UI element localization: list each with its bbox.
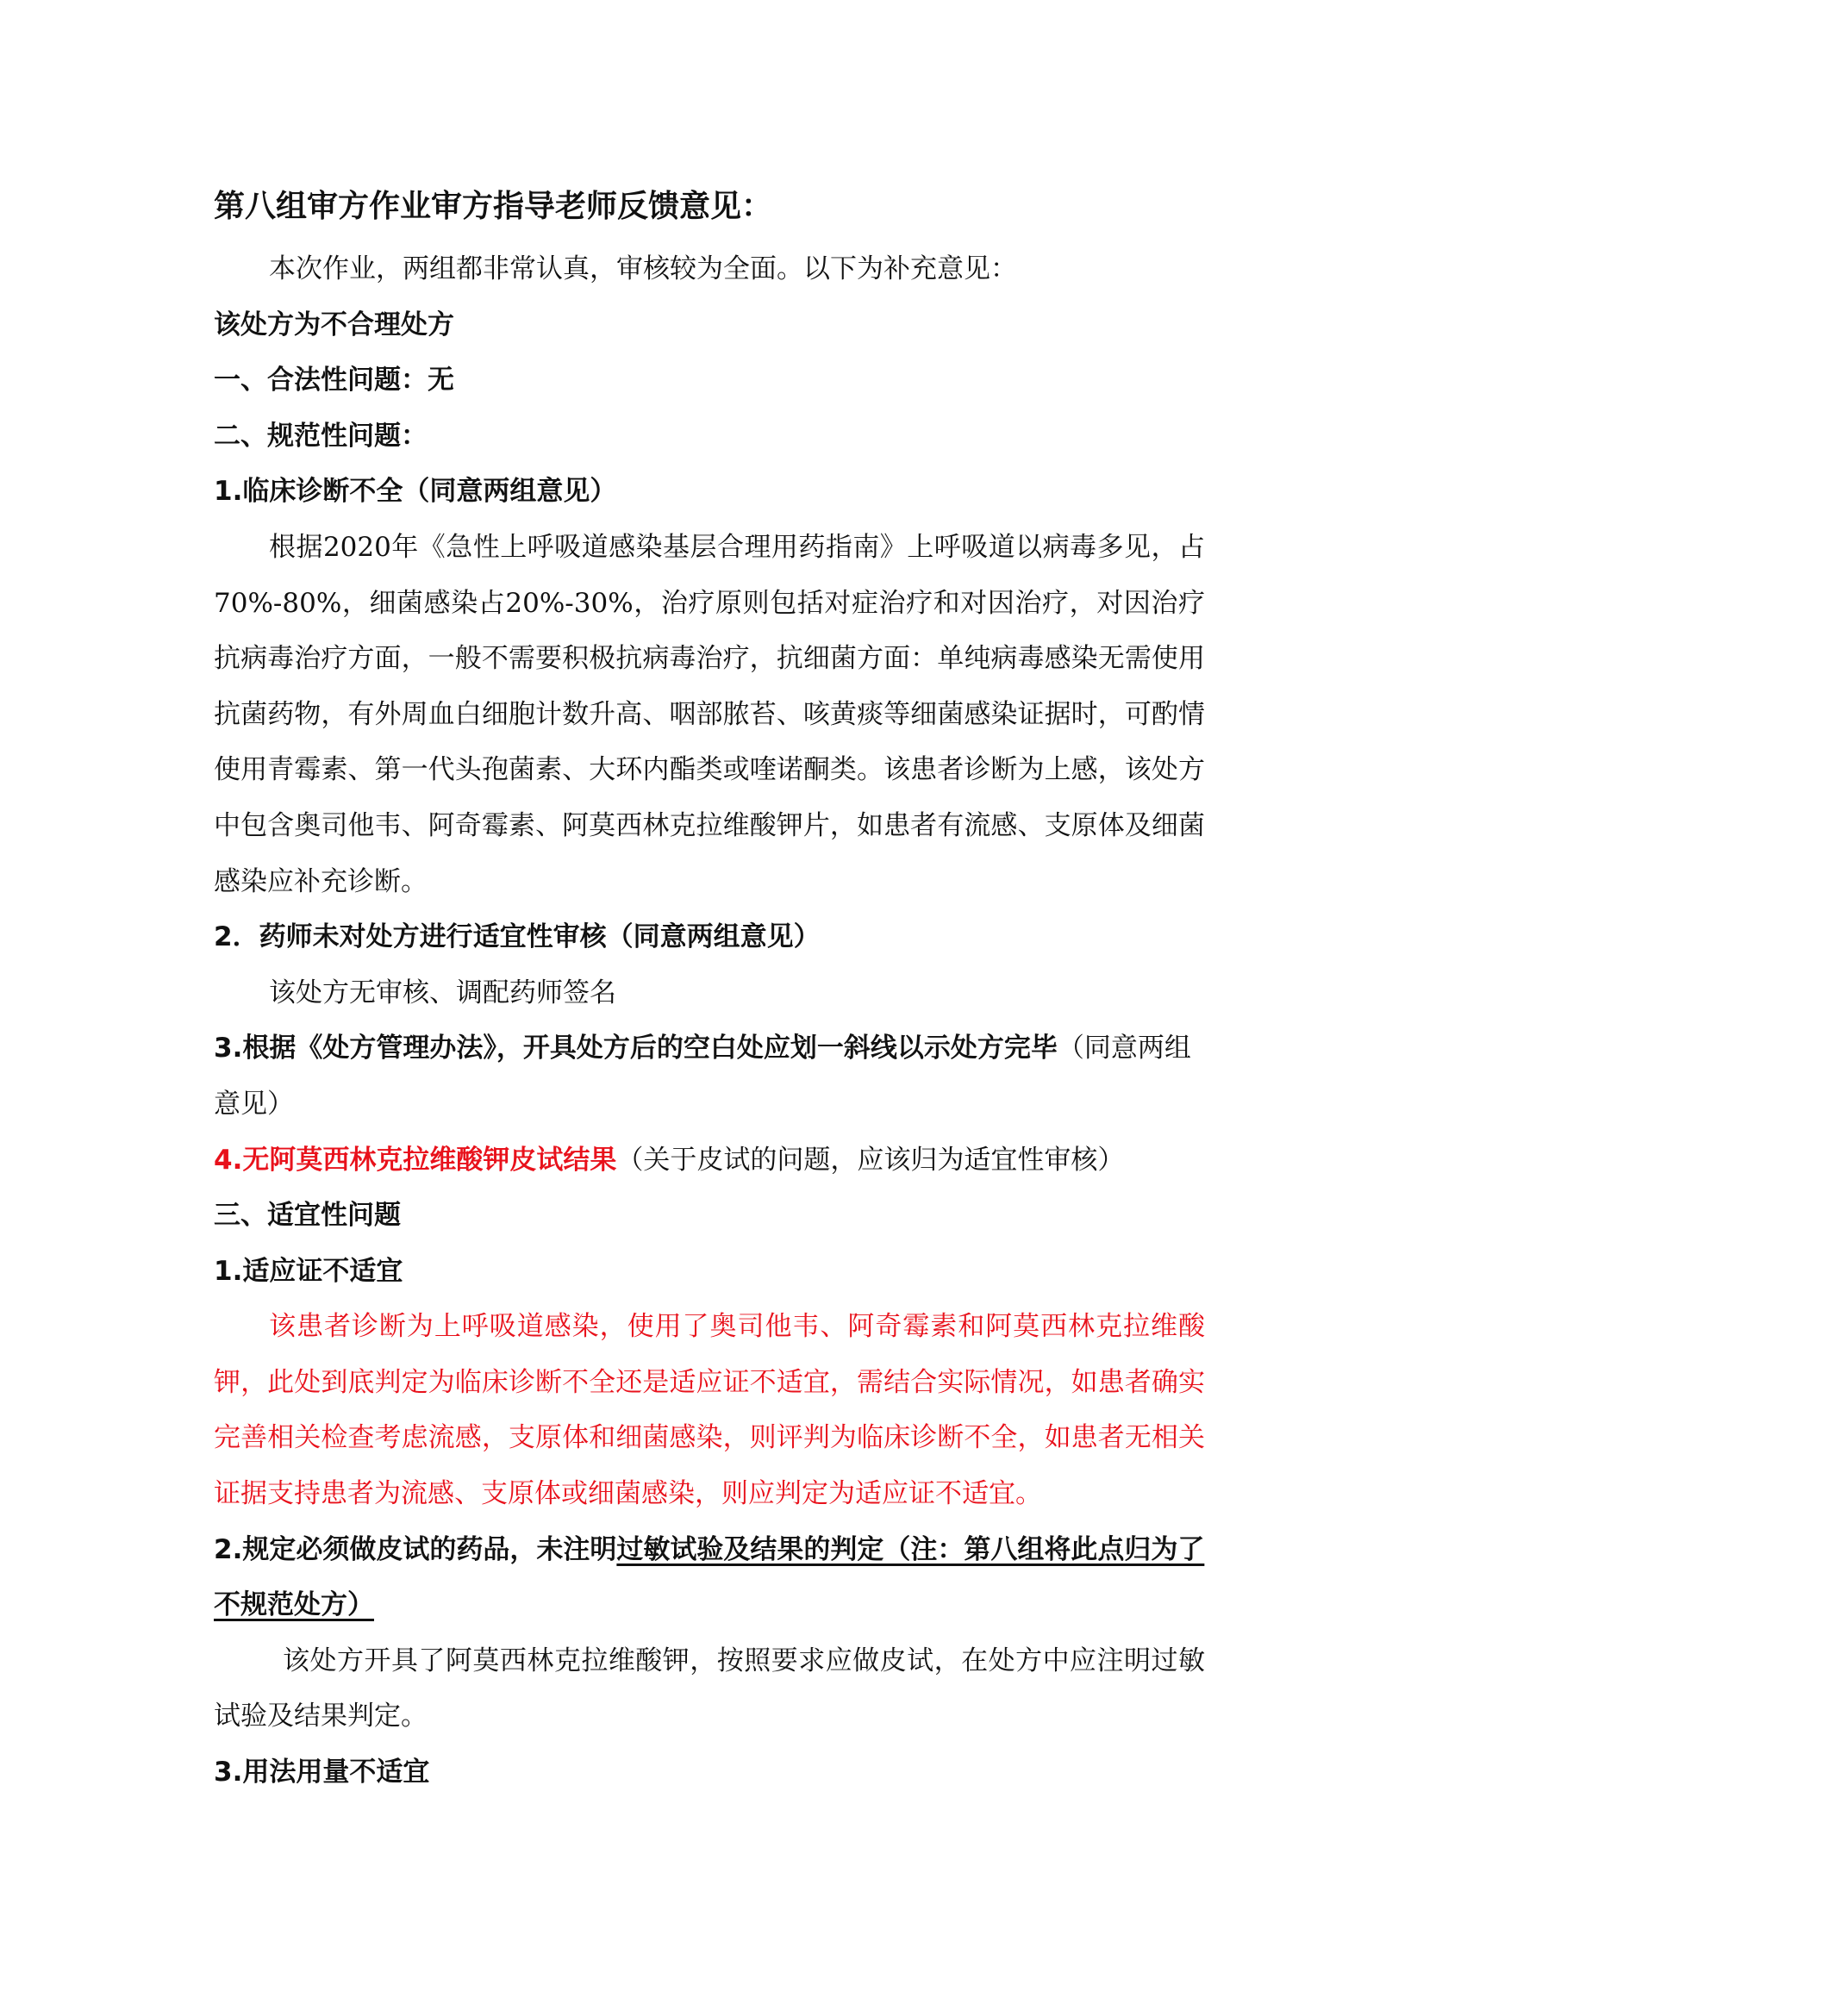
item-allergy-test-heading-plain: 2.规定必须做皮试的药品，未注明	[214, 1533, 617, 1565]
item-slash-line-heading-note: （同意两组意见）	[214, 1033, 1191, 1120]
section-standardization: 二、规范性问题：	[214, 420, 428, 452]
item-slash-line-heading-bold: 3.根据《处方管理办法》，开具处方后的空白处应划一斜线以示处方完毕	[214, 1033, 1058, 1064]
item-pharmacist-review-heading: 2．药师未对处方进行适宜性审核（同意两组意见）	[214, 921, 821, 953]
intro-text: 本次作业，两组都非常认真，审核较为全面。以下为补充意见：	[269, 253, 1017, 284]
document-title: 第八组审方作业审方指导老师反馈意见：	[214, 189, 773, 224]
item-incomplete-diagnosis-heading: 1.临床诊断不全（同意两组意见）	[214, 476, 617, 508]
verdict-heading: 该处方为不合理处方	[214, 309, 454, 340]
item-incomplete-diagnosis-body: 根据2020年《急性上呼吸道感染基层合理用药指南》上呼吸道以病毒多见，占70%-80%，细菌感染占20%-30%，治疗原则包括对症治疗和对因治疗，对因治疗抗病毒治疗方面，一般不需要积极抗病毒治疗，抗细菌方面：单纯病毒感染无需使用抗菌药物，有外周血白细胞计数升高、咽部脓苔、咳黄痰等细菌感染证据时，可酌情使用青霉素、第一代头孢菌素、大环内酯类或喹诺酮类。该患者诊断为上感，该处方中包含奥司他韦、阿奇霉素、阿莫西林克拉维酸钾片，如患者有流感、支原体及细菌感染应补充诊断。	[214, 531, 1205, 897]
item-pharmacist-review-body: 该处方无审核、调配药师签名	[269, 977, 616, 1008]
document-page	[214, 179, 1205, 1801]
item-skin-test-heading-red: 4.无阿莫西林克拉维酸钾皮试结果	[214, 1144, 617, 1176]
item-dosage-heading: 3.用法用量不适宜	[214, 1757, 430, 1788]
item-allergy-test-heading-underlined: 过敏试验及结果的判定（注：第八组将此点归为了不规范处方）	[214, 1533, 1205, 1621]
section-legality: 一、合法性问题：无	[214, 365, 454, 396]
item-indication-heading: 1.适应证不适宜	[214, 1255, 403, 1287]
item-allergy-test-body: 该处方开具了阿莫西林克拉维酸钾，按照要求应做皮试，在处方中应注明过敏试验及结果判定。	[214, 1645, 1205, 1732]
item-skin-test-heading	[214, 1133, 1205, 1189]
section-appropriateness: 三、适宜性问题	[214, 1200, 401, 1232]
item-allergy-test-heading	[214, 1522, 1205, 1633]
item-skin-test-note: （关于皮试的问题，应该归为适宜性审核）	[616, 1144, 1125, 1176]
item-slash-line-heading	[214, 1020, 1205, 1132]
item-indication-body: 该患者诊断为上呼吸道感染，使用了奥司他韦、阿奇霉素和阿莫西林克拉维酸钾，此处到底判定为临床诊断不全还是适应证不适宜，需结合实际情况，如患者确实完善相关检查考虑流感，支原体和细菌感染，则评判为临床诊断不全，如患者无相关证据支持患者为流感、支原体或细菌感染，则应判定为适应证不适宜。	[214, 1311, 1205, 1510]
